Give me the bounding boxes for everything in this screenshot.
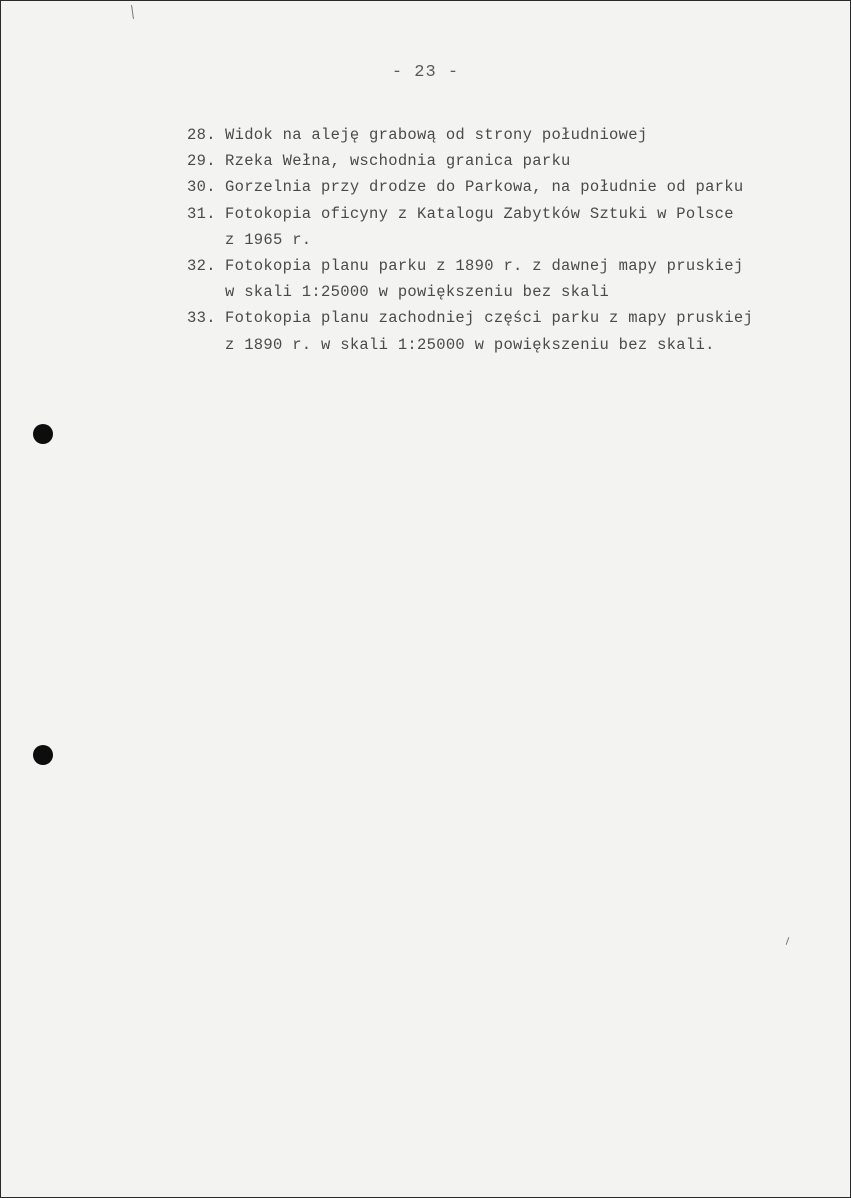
list-item-text <box>225 305 827 357</box>
list-item-line: Gorzelnia przy drodze do Parkowa, na południe od parku <box>225 178 744 197</box>
list-item-line: Fotokopia planu zachodniej części parku z mapy pruskiej <box>225 309 754 328</box>
list-item-text <box>225 174 827 200</box>
list-item-line: Widok na aleję grabową od strony południowej <box>225 126 648 144</box>
list-item-number: 29. <box>187 152 216 171</box>
punch-hole <box>33 424 53 444</box>
paper-speck <box>786 937 790 945</box>
list-item <box>187 201 827 253</box>
list-item-number: 30. <box>187 178 216 197</box>
punch-hole <box>33 745 53 765</box>
list-item-line: Rzeka Wełna, wschodnia granica parku <box>225 152 571 171</box>
list-item-line: Fotokopia planu parku z 1890 r. z dawnej mapy pruskiej <box>225 257 744 276</box>
list-item <box>187 148 827 174</box>
list-item-number: 31. <box>187 204 216 223</box>
list-item <box>187 305 827 357</box>
list-item-number: 32. <box>187 257 216 276</box>
list-item <box>187 174 827 200</box>
list-item-line: z 1965 r. <box>225 230 312 249</box>
list-item-line: w skali 1:25000 w powiększeniu bez skali <box>225 283 610 302</box>
list-item-text <box>225 148 827 174</box>
list-item-line: Fotokopia oficyny z Katalogu Zabytków Sztuki w Polsce <box>225 204 734 223</box>
paper-speck <box>131 5 134 19</box>
photo-list <box>187 122 827 358</box>
page-number: - 23 - <box>391 63 460 82</box>
list-item-line: z 1890 r. w skali 1:25000 w powiększeniu bez skali. <box>225 335 715 354</box>
list-item-text <box>225 201 827 253</box>
list-item <box>187 122 827 148</box>
list-item-number: 33. <box>187 309 216 328</box>
list-item <box>187 253 827 305</box>
list-item-text <box>225 122 827 148</box>
list-item-text <box>225 253 827 305</box>
list-item-number: 28. <box>187 126 216 144</box>
